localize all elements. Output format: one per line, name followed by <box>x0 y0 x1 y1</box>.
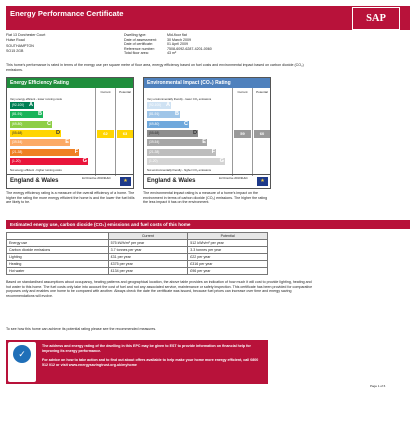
band-letter: C <box>46 120 51 127</box>
band-letter: D <box>192 129 197 136</box>
top-caption: Very environmentally friendly - lower CO₂ emissions <box>147 97 212 101</box>
table-row: Carbon dioxide emissions 3.7 tonnes per year 3.3 tonnes per year <box>7 247 268 254</box>
band-range: (81-91) <box>149 112 160 117</box>
page-title: Energy Performance Certificate <box>10 9 124 18</box>
panel-footer <box>7 174 133 188</box>
band-letter: A <box>28 102 33 108</box>
col-potential: Potential <box>115 88 134 96</box>
band-range: (92-100) <box>12 103 25 107</box>
band-letter: G <box>82 157 87 164</box>
environment-title: Environmental Impact (CO₂) Rating <box>144 78 270 88</box>
environment-explanation: The environmental impact rating is a measure of a home's impact on the environment in terms of carbon dioxide (CO₂) emissions. The higher the rating the less impact it has on the environment. <box>143 191 268 205</box>
band-letter: A <box>165 102 170 108</box>
col-current: Current <box>95 88 115 96</box>
rating-band-b <box>147 111 180 118</box>
info-advice: For advice on how to take action and to find out about offers available to help make your home more energy efficient, call 0800 512 012 or visit www.energysavingtrust.org.uk/myhome <box>42 358 259 367</box>
rating-band-f <box>10 149 79 156</box>
col-current: Current <box>232 88 252 96</box>
rating-band-g <box>147 158 225 165</box>
detail-row: Date of certificate: 01 April 2009 <box>124 42 188 47</box>
address-line: SO15 2GB <box>6 48 24 53</box>
region-label: England & Wales <box>147 178 196 184</box>
detail-row: Date of assessment: 30 March 2009 <box>124 37 191 42</box>
estimates-table <box>6 232 268 275</box>
detail-row: Total floor area: 43 m² <box>124 51 177 56</box>
efficiency-explanation: The energy efficiency rating is a measure of the overall efficiency of a home. The higher the rating the more energy efficient the home is and the lower the fuel bills are likely to be. <box>6 191 135 205</box>
band-range: (81-91) <box>12 112 23 117</box>
col-potential: Potential <box>252 88 271 96</box>
band-range: (21-38) <box>12 149 23 154</box>
page-number: Page 1 of 6 <box>370 384 386 388</box>
band-range: (69-80) <box>149 121 160 126</box>
rating-band-e <box>10 139 70 146</box>
band-range: (55-68) <box>149 130 160 135</box>
table-row: Heating £375 per year £316 per year <box>7 261 268 268</box>
band-letter: B <box>174 111 179 118</box>
table-row: Hot water £134 per year £96 per year <box>7 268 268 275</box>
table-row: Energy use 575 kWh/m² per year 512 kWh/m² per year <box>7 240 268 247</box>
potential-rating: 63 <box>117 130 133 138</box>
col-potential: Potential <box>188 233 268 240</box>
band-letter: C <box>183 120 188 127</box>
directive-label: EU Directive 2002/91/EC <box>82 177 111 180</box>
detail-row: Dwelling type: Mid-floor flat <box>124 33 187 37</box>
rating-band-d <box>10 130 61 137</box>
band-range: (1-20) <box>12 158 21 163</box>
band-range: (55-68) <box>12 130 23 135</box>
eu-flag-icon: ★ <box>120 177 131 186</box>
rating-band-e <box>147 139 207 146</box>
band-range: (39-54) <box>149 140 160 145</box>
rating-band-c <box>10 121 52 128</box>
region-label: England & Wales <box>10 178 59 184</box>
band-range: (1-20) <box>149 158 158 163</box>
energy-saving-icon: ✓ <box>13 345 31 363</box>
col-current: Current <box>108 233 188 240</box>
efficiency-panel <box>6 77 134 189</box>
potential-rating: 60 <box>254 130 270 138</box>
current-rating: 62 <box>97 130 114 138</box>
panel-footer <box>144 174 270 188</box>
recommendation-paragraph: To see how this home can achieve its potential rating please see the recommended measures. <box>6 327 157 331</box>
explanation-paragraph: Based on standardised assumptions about occupancy, heating patterns and geographical location, the above table provides an indication of how much it will cost to provide lighting, heating and hot water to this home. The fuel costs only take into account the cost of fuel and not any associated service, maintenance or safety inspection. This certificate has been provided for comparative purposes only and enables one home to be compared with another. Always check the date the certificate was issued, because fuel prices can increase over time and energy saving recommendations will evolve. <box>6 280 313 298</box>
rating-band-c <box>147 121 189 128</box>
band-range: (39-54) <box>12 140 23 145</box>
band-letter: E <box>65 139 69 146</box>
environment-panel <box>143 77 271 189</box>
band-letter: F <box>211 148 215 155</box>
rating-band-a <box>147 102 171 109</box>
sap-logo-icon: SAP <box>352 7 400 30</box>
rating-band-f <box>147 149 216 156</box>
band-letter: B <box>37 111 42 118</box>
rating-band-b <box>10 111 43 118</box>
estimates-title: Estimated energy use, carbon dioxide (CO₂) emissions and fuel costs of this home <box>6 220 410 229</box>
band-letter: E <box>202 139 206 146</box>
table-header-row <box>7 233 268 240</box>
band-range: (92-100) <box>149 103 162 107</box>
info-text: The address and energy rating of the dwelling in this EPC may be given to EST to provide information on financial help for improving its energy performance. <box>42 344 251 353</box>
address-line: SOUTHAMPTON <box>6 44 34 49</box>
band-range: (69-80) <box>12 121 23 126</box>
table-row: Lighting £31 per year £22 per year <box>7 254 268 261</box>
address-line: Hulse Road <box>6 37 25 42</box>
intro-text: This home's performance is rated in terms of the energy use per square metre of floor area, energy efficiency based on fuel costs and environmental impact based on carbon dioxide (CO₂) emissions. <box>6 63 304 72</box>
rating-band-d <box>147 130 198 137</box>
eu-flag-icon: ★ <box>257 177 268 186</box>
rating-band-a <box>10 102 34 109</box>
detail-row: Reference number: 7508-6092-6287-4201-0060 <box>124 46 212 51</box>
band-letter: F <box>74 148 78 155</box>
efficiency-title: Energy Efficiency Rating <box>7 78 133 88</box>
bottom-caption: Not environmentally friendly - higher CO₂ emissions <box>147 168 212 172</box>
address-line: Flat 13 Dorchester Court <box>6 33 46 37</box>
bottom-caption: Not energy efficient - higher running costs <box>10 168 62 172</box>
details-block <box>124 33 274 56</box>
address-block <box>6 33 116 53</box>
top-caption: Very energy efficient - lower running costs <box>10 97 62 101</box>
rating-band-g <box>10 158 88 165</box>
current-rating: 59 <box>234 130 251 138</box>
band-range: (21-38) <box>149 149 160 154</box>
directive-label: EU Directive 2002/91/EC <box>219 177 248 180</box>
band-letter: D <box>55 129 60 136</box>
band-letter: G <box>219 157 224 164</box>
